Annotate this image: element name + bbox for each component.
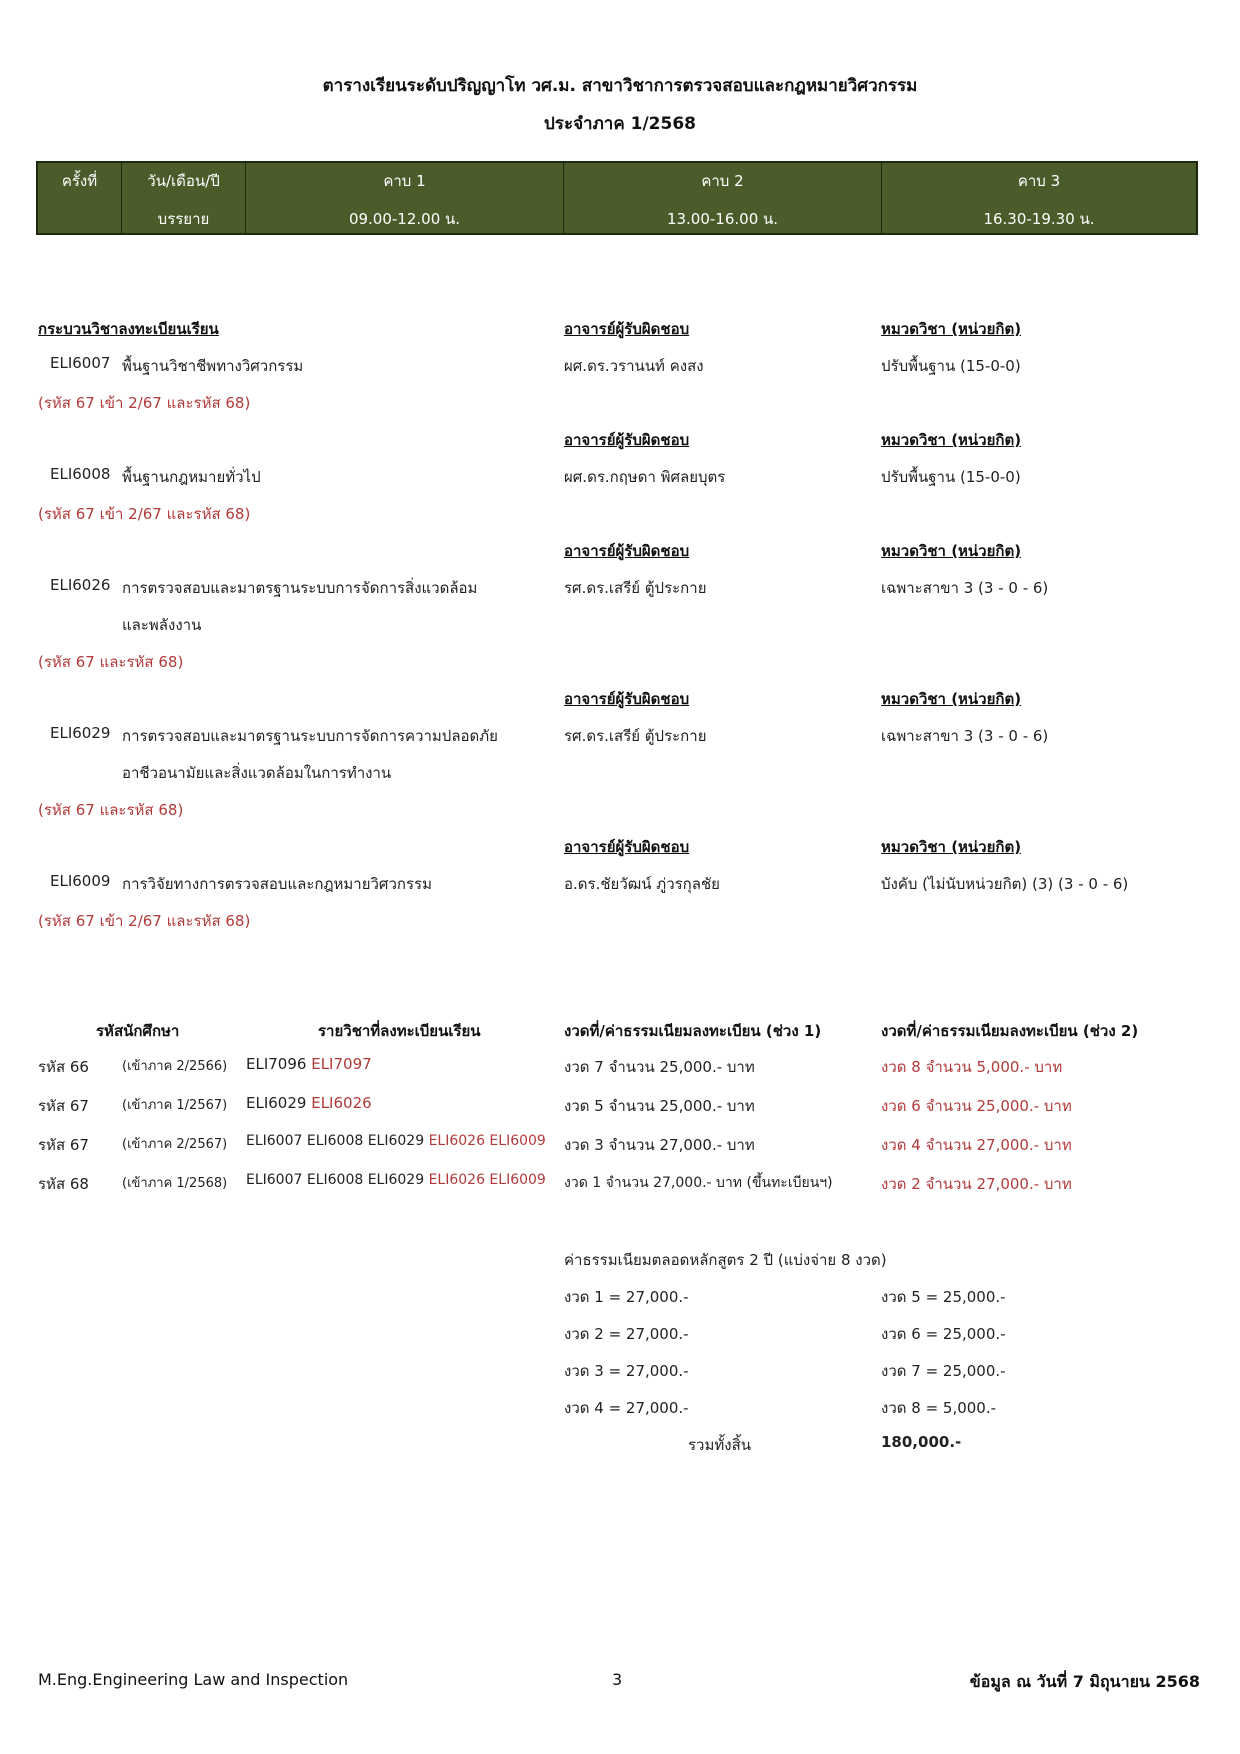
header-col-period-3 (882, 163, 1196, 233)
header-col-date (122, 163, 246, 233)
header-col-period-2 (564, 163, 882, 233)
course-name: พื้นฐานวิชาชีพทางวิศวกรรม (122, 357, 304, 375)
fee-row-cohort: รหัส 67 (38, 1097, 89, 1115)
installment-item: งวด 6 = 25,000.- (881, 1325, 1006, 1343)
header-date-label: วัน/เดือน/ปี (147, 172, 220, 190)
fee-row-period-2: งวด 4 จำนวน 27,000.- บาท (881, 1136, 1072, 1154)
course-note: (รหัส 67 เข้า 2/67 และรหัส 68) (38, 505, 251, 523)
fee-header-period-2: งวดที่/ค่าธรรมเนียมลงทะเบียน (ช่วง 2) (881, 1022, 1139, 1040)
fee-header-period-1: งวดที่/ค่าธรรมเนียมลงทะเบียน (ช่วง 1) (564, 1022, 822, 1040)
course-category: บังคับ (ไม่นับหน่วยกิต) (3) (3 - 0 - 6) (881, 875, 1129, 893)
page-title: ตารางเรียนระดับปริญญาโท วศ.ม. สาขาวิชาการตรวจสอบและกฎหมายวิศวกรรม (322, 76, 918, 96)
period-2-time: 13.00-16.00 น. (666, 210, 779, 228)
course-name: การวิจัยทางการตรวจสอบและกฎหมายวิศวกรรม (122, 875, 432, 893)
schedule-header-table (36, 161, 1198, 235)
course-code: ELI6029 (50, 724, 111, 742)
fee-row-subjects-highlighted: ELI6026 (311, 1094, 372, 1112)
fee-header-subjects: รายวิชาที่ลงทะเบียนเรียน (318, 1022, 481, 1040)
period-1-label: คาบ 1 (383, 172, 426, 190)
period-3-label: คาบ 3 (1017, 172, 1061, 190)
page-number: 3 (612, 1670, 623, 1689)
total-sum-label: รวมทั้งสิ้น (688, 1436, 751, 1454)
installment-item: งวด 4 = 27,000.- (564, 1399, 689, 1417)
category-heading: หมวดวิชา (หน่วยกิต) (881, 542, 1022, 560)
fee-row-subjects-highlighted: ELI6026 ELI6009 (428, 1172, 546, 1188)
instructor-heading: อาจารย์ผู้รับผิดชอบ (564, 320, 690, 338)
course-name-continued: อาชีวอนามัยและสิ่งแวดล้อมในการทำงาน (122, 764, 392, 782)
fee-row-period-2: งวด 8 จำนวน 5,000.- บาท (881, 1058, 1063, 1076)
fee-row-period-1: งวด 5 จำนวน 25,000.- บาท (564, 1097, 755, 1115)
course-instructor: ผศ.ดร.วรานนท์ คงสง (564, 357, 704, 375)
fee-row-subjects-regular: ELI6007 ELI6008 ELI6029 (246, 1133, 425, 1149)
instructor-heading: อาจารย์ผู้รับผิดชอบ (564, 838, 690, 856)
fee-row-period-1: งวด 7 จำนวน 25,000.- บาท (564, 1058, 755, 1076)
instructor-heading: อาจารย์ผู้รับผิดชอบ (564, 431, 690, 449)
fee-row-cohort: รหัส 66 (38, 1058, 89, 1076)
fee-row-cohort: รหัส 68 (38, 1175, 89, 1193)
courses-heading: กระบวนวิชาลงทะเบียนเรียน (38, 320, 219, 338)
fee-row-entry: (เข้าภาค 1/2568) (122, 1176, 228, 1191)
fee-row-period-2: งวด 2 จำนวน 27,000.- บาท (881, 1175, 1072, 1193)
fee-row-entry: (เข้าภาค 1/2567) (122, 1098, 228, 1113)
course-category: เฉพาะสาขา 3 (3 - 0 - 6) (881, 727, 1049, 745)
course-name: การตรวจสอบและมาตรฐานระบบการจัดการสิ่งแวดล้อม (122, 579, 478, 597)
category-heading: หมวดวิชา (หน่วยกิต) (881, 431, 1022, 449)
fee-row-cohort: รหัส 67 (38, 1136, 89, 1154)
category-heading: หมวดวิชา (หน่วยกิต) (881, 838, 1022, 856)
fee-row-entry: (เข้าภาค 2/2566) (122, 1059, 228, 1074)
course-note: (รหัส 67 เข้า 2/67 และรหัส 68) (38, 912, 251, 930)
footer-date: ข้อมูล ณ วันที่ 7 มิถุนายน 2568 (969, 1672, 1200, 1691)
course-note: (รหัส 67 และรหัส 68) (38, 801, 184, 819)
course-note: (รหัส 67 และรหัส 68) (38, 653, 184, 671)
course-name: พื้นฐานกฎหมายทั่วไป (122, 468, 261, 486)
header-col-session (38, 163, 122, 233)
course-instructor: ผศ.ดร.กฤษดา พิศลยบุตร (564, 468, 726, 486)
course-category: ปรับพื้นฐาน (15-0-0) (881, 357, 1021, 375)
fee-row-subjects-regular: ELI6029 (246, 1094, 307, 1112)
course-category: เฉพาะสาขา 3 (3 - 0 - 6) (881, 579, 1049, 597)
course-code: ELI6007 (50, 354, 111, 372)
total-fee-heading: ค่าธรรมเนียมตลอดหลักสูตร 2 ปี (แบ่งจ่าย 8 งวด) (564, 1251, 887, 1269)
course-instructor: รศ.ดร.เสรีย์ ตู้ประกาย (564, 727, 707, 745)
course-name: การตรวจสอบและมาตรฐานระบบการจัดการความปลอดภัย (122, 727, 498, 745)
installment-item: งวด 1 = 27,000.- (564, 1288, 689, 1306)
total-sum-value: 180,000.- (881, 1433, 962, 1451)
installment-item: งวด 2 = 27,000.- (564, 1325, 689, 1343)
course-code: ELI6026 (50, 576, 111, 594)
instructor-heading: อาจารย์ผู้รับผิดชอบ (564, 542, 690, 560)
fee-row-period-1: งวด 3 จำนวน 27,000.- บาท (564, 1136, 755, 1154)
course-instructor: รศ.ดร.เสรีย์ ตู้ประกาย (564, 579, 707, 597)
category-heading: หมวดวิชา (หน่วยกิต) (881, 690, 1022, 708)
category-heading: หมวดวิชา (หน่วยกิต) (881, 320, 1022, 338)
instructor-heading: อาจารย์ผู้รับผิดชอบ (564, 690, 690, 708)
course-instructor: อ.ดร.ชัยวัฒน์ ภู่วรกุลชัย (564, 875, 720, 893)
installment-item: งวด 5 = 25,000.- (881, 1288, 1006, 1306)
course-code: ELI6009 (50, 872, 111, 890)
header-col-period-1 (246, 163, 564, 233)
installment-item: งวด 3 = 27,000.- (564, 1362, 689, 1380)
fee-row-subjects-regular: ELI7096 (246, 1055, 307, 1073)
fee-row-subjects (246, 1172, 546, 1188)
fee-row-subjects (246, 1055, 372, 1073)
period-2-label: คาบ 2 (701, 172, 744, 190)
fee-row-subjects-regular: ELI6007 ELI6008 ELI6029 (246, 1172, 425, 1188)
page-subtitle: ประจำภาค 1/2568 (544, 114, 696, 134)
fee-row-entry: (เข้าภาค 2/2567) (122, 1137, 228, 1152)
fee-row-period-1: งวด 1 จำนวน 27,000.- บาท (ขึ้นทะเบียนฯ) (564, 1175, 833, 1191)
header-lecture-label: บรรยาย (157, 210, 210, 228)
fee-header-student: รหัสนักศึกษา (96, 1022, 180, 1040)
period-3-time: 16.30-19.30 น. (983, 210, 1095, 228)
course-code: ELI6008 (50, 465, 111, 483)
header-session-label: ครั้งที่ (61, 172, 98, 190)
fee-row-period-2: งวด 6 จำนวน 25,000.- บาท (881, 1097, 1072, 1115)
course-name-continued: และพลังงาน (122, 616, 202, 634)
installment-item: งวด 7 = 25,000.- (881, 1362, 1006, 1380)
course-note: (รหัส 67 เข้า 2/67 และรหัส 68) (38, 394, 251, 412)
course-category: ปรับพื้นฐาน (15-0-0) (881, 468, 1021, 486)
installment-item: งวด 8 = 5,000.- (881, 1399, 997, 1417)
period-1-time: 09.00-12.00 น. (348, 210, 461, 228)
fee-row-subjects-highlighted: ELI6026 ELI6009 (428, 1133, 546, 1149)
fee-row-subjects-highlighted: ELI7097 (311, 1055, 372, 1073)
fee-row-subjects (246, 1133, 546, 1149)
footer-program: M.Eng.Engineering Law and Inspection (38, 1670, 349, 1689)
fee-row-subjects (246, 1094, 372, 1112)
